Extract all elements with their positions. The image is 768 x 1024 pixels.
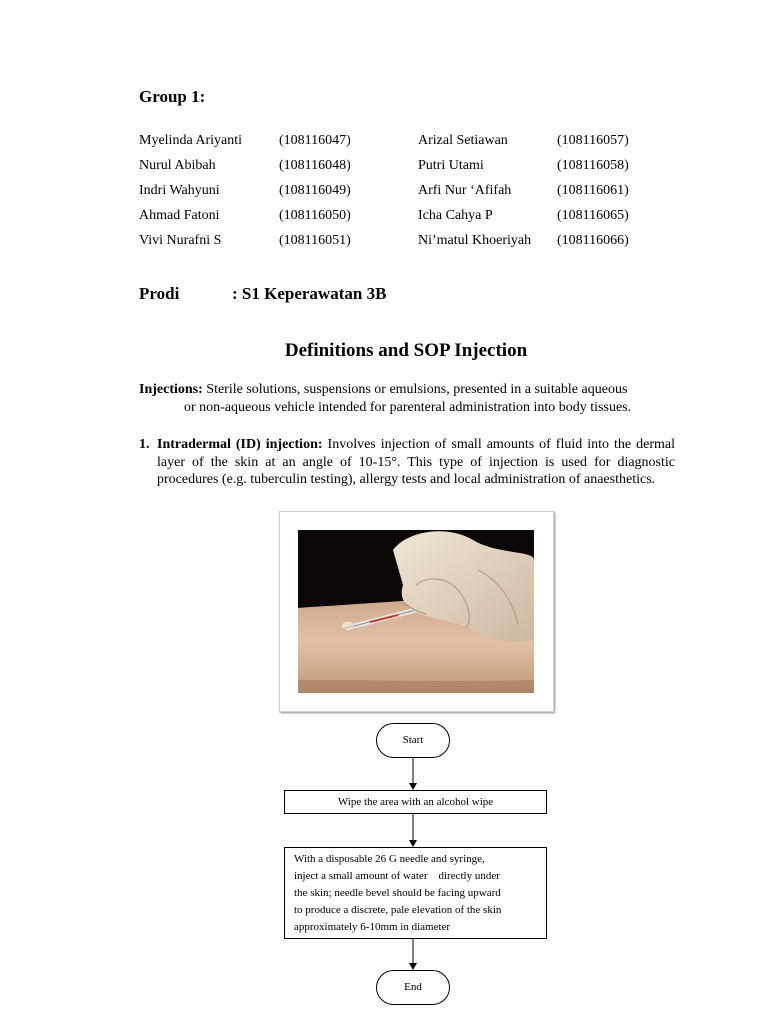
member-name: Putri Utami (418, 158, 484, 173)
member-id: (108116058) (557, 158, 629, 173)
member-id: (108116066) (557, 233, 629, 248)
group-title: Group 1: (139, 87, 206, 106)
flowchart-end: End (376, 970, 450, 1005)
injections-term: Injections: (139, 382, 203, 397)
member-name: Nurul Abibah (139, 158, 216, 173)
intradermal-term: Intradermal (ID) injection: (157, 437, 323, 452)
injections-line2: or non-aqueous vehicle intended for parenteral administration into body tissues. (184, 400, 632, 415)
flow-arrow (408, 939, 418, 970)
flow-arrow (408, 758, 418, 790)
member-id: (108116057) (557, 133, 629, 148)
intradermal-text: Involves injection of small amounts of fluid into the dermal layer of the skin at an angle of 10-15°. This type of injection is used for diagnostic procedures (e.g. tuberculin testing), allergy tests and local administration of anaesthetics. (157, 437, 675, 487)
member-id: (108116051) (279, 233, 351, 248)
injection-photo-frame (279, 511, 554, 712)
inject-step-line: inject a small amount of water directly under (294, 870, 500, 882)
flowchart-step-inject (284, 847, 547, 939)
member-name: Icha Cahya P (418, 208, 493, 223)
member-name: Vivi Nurafni S (139, 233, 222, 248)
member-id: (108116065) (557, 208, 629, 223)
member-name: Myelinda Ariyanti (139, 133, 243, 148)
intradermal-paragraph (157, 436, 675, 489)
flowchart-step-wipe: Wipe the area with an alcohol wipe (284, 790, 547, 814)
inject-step-line: approximately 6-10mm in diameter (294, 921, 451, 933)
inject-step-line: With a disposable 26 G needle and syringe, (294, 853, 485, 865)
member-id: (108116049) (279, 183, 351, 198)
member-name: Ni’matul Khoeriyah (418, 233, 532, 248)
member-id: (108116061) (557, 183, 629, 198)
member-name: Indri Wahyuni (139, 183, 220, 198)
flowchart-start: Start (376, 723, 450, 758)
member-name: Ahmad Fatoni (139, 208, 220, 223)
inject-step-line: to produce a discrete, pale elevation of the skin (294, 904, 502, 916)
flow-arrow (408, 814, 418, 847)
member-id: (108116050) (279, 208, 351, 223)
injections-line1: Sterile solutions, suspensions or emulsions, presented in a suitable aqueous (202, 382, 628, 397)
inject-step-line: the skin; needle bevel should be facing upward (294, 887, 501, 899)
member-id: (108116048) (279, 158, 351, 173)
list-number (139, 436, 150, 454)
document-title: Definitions and SOP Injection (284, 340, 528, 361)
prodi-label: Prodi (139, 284, 180, 303)
list-number-text: 1. (139, 437, 150, 452)
intradermal-injection-photo (298, 530, 534, 693)
member-name: Arizal Setiawan (418, 133, 508, 148)
injections-definition (139, 381, 679, 399)
member-name: Arfi Nur ‘Afifah (418, 183, 512, 198)
prodi-value: : S1 Keperawatan 3B (232, 284, 387, 303)
member-id: (108116047) (279, 133, 351, 148)
